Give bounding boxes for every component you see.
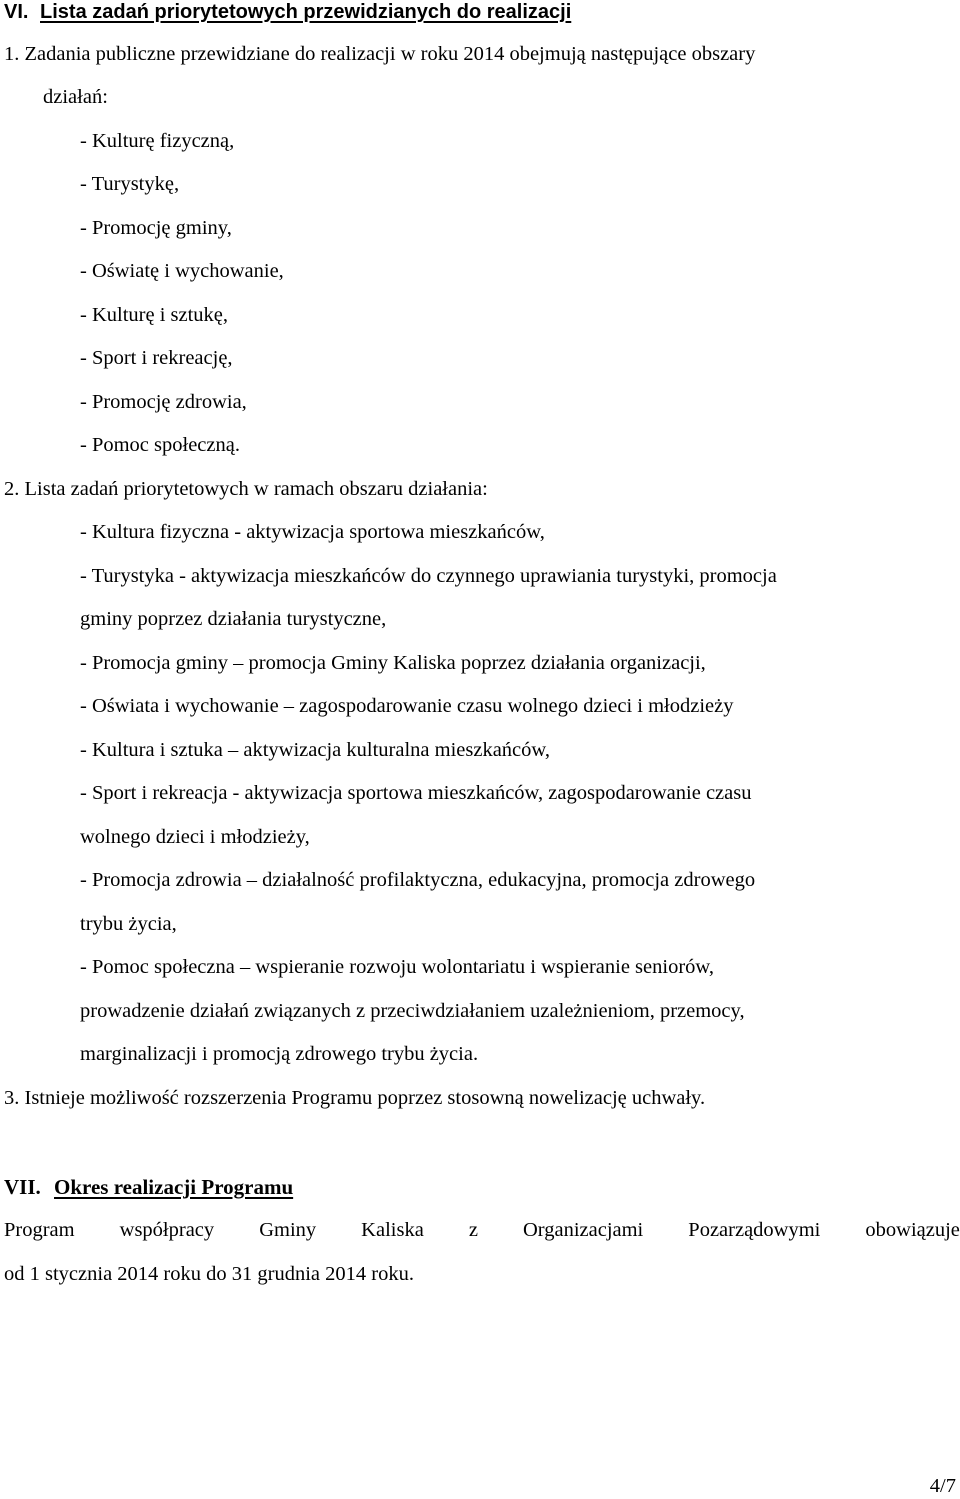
- section-6-title: Lista zadań priorytetowych przewidzianych do realizacji: [40, 1, 572, 23]
- area-item: - Kulturę i sztukę,: [80, 304, 229, 326]
- item-1-line-2: działań:: [43, 86, 108, 108]
- task-line: gminy poprzez działania turystyczne,: [80, 608, 387, 630]
- task-line: wolnego dzieci i młodzieży,: [80, 826, 310, 848]
- section-6-heading: [4, 0, 571, 24]
- task-line: - Kultura i sztuka – aktywizacja kulturalna mieszkańców,: [80, 739, 550, 761]
- item-2-line-1: 2. Lista zadań priorytetowych w ramach obszaru działania:: [4, 478, 488, 500]
- area-item: - Pomoc społeczną.: [80, 434, 240, 456]
- area-item: - Turystykę,: [80, 173, 180, 195]
- area-item: - Promocję zdrowia,: [80, 391, 247, 413]
- task-line: - Promocja zdrowia – działalność profilaktyczna, edukacyjna, promocja zdrowego: [80, 869, 756, 891]
- paragraph-word: z: [468, 1219, 478, 1241]
- task-line: - Kultura fizyczna - aktywizacja sportowa mieszkańców,: [80, 521, 545, 543]
- task-line: prowadzenie działań związanych z przeciwdziałaniem uzależnieniom, przemocy,: [80, 1000, 745, 1022]
- paragraph-word: Organizacjami: [522, 1219, 644, 1241]
- section-7-number: VII.: [4, 1175, 41, 1199]
- task-line: - Oświata i wychowanie – zagospodarowanie czasu wolnego dzieci i młodzieży: [80, 695, 734, 717]
- area-item: - Promocję gminy,: [80, 217, 232, 239]
- task-line: - Promocja gminy – promocja Gminy Kaliska poprzez działania organizacji,: [80, 652, 706, 674]
- area-item: - Oświatę i wychowanie,: [80, 260, 284, 282]
- task-line: trybu życia,: [80, 913, 177, 935]
- section-7-paragraph-line-2: od 1 stycznia 2014 roku do 31 grudnia 2014 roku.: [4, 1263, 414, 1285]
- section-7-paragraph-line-1: [4, 1218, 960, 1242]
- paragraph-word: Kaliska: [361, 1219, 424, 1241]
- item-3-line: 3. Istnieje możliwość rozszerzenia Programu poprzez stosowną nowelizację uchwały.: [4, 1087, 706, 1109]
- section-7-title: Okres realizacji Programu: [54, 1175, 294, 1199]
- task-line: - Pomoc społeczna – wspieranie rozwoju wolontariatu i wspieranie seniorów,: [80, 956, 714, 978]
- task-line: - Turystyka - aktywizacja mieszkańców do czynnego uprawiania turystyki, promocja: [80, 565, 777, 587]
- task-line: - Sport i rekreacja - aktywizacja sportowa mieszkańców, zagospodarowanie czasu: [80, 782, 752, 804]
- task-line: marginalizacji i promocją zdrowego trybu życia.: [80, 1043, 479, 1065]
- item-1-line-1: 1. Zadania publiczne przewidziane do realizacji w roku 2014 obejmują następujące obszary: [4, 43, 756, 65]
- area-item: - Kulturę fizyczną,: [80, 130, 235, 152]
- section-7-heading: [4, 1175, 293, 1199]
- page-number: 4/7: [929, 1475, 956, 1497]
- paragraph-word: Pozarządowymi: [688, 1219, 821, 1241]
- paragraph-word: Program: [4, 1219, 75, 1241]
- paragraph-word: obowiązuje: [865, 1219, 960, 1241]
- section-6-number: VI.: [4, 1, 29, 23]
- paragraph-word: Gminy: [259, 1219, 317, 1241]
- area-item: - Sport i rekreację,: [80, 347, 233, 369]
- paragraph-word: współpracy: [119, 1219, 215, 1241]
